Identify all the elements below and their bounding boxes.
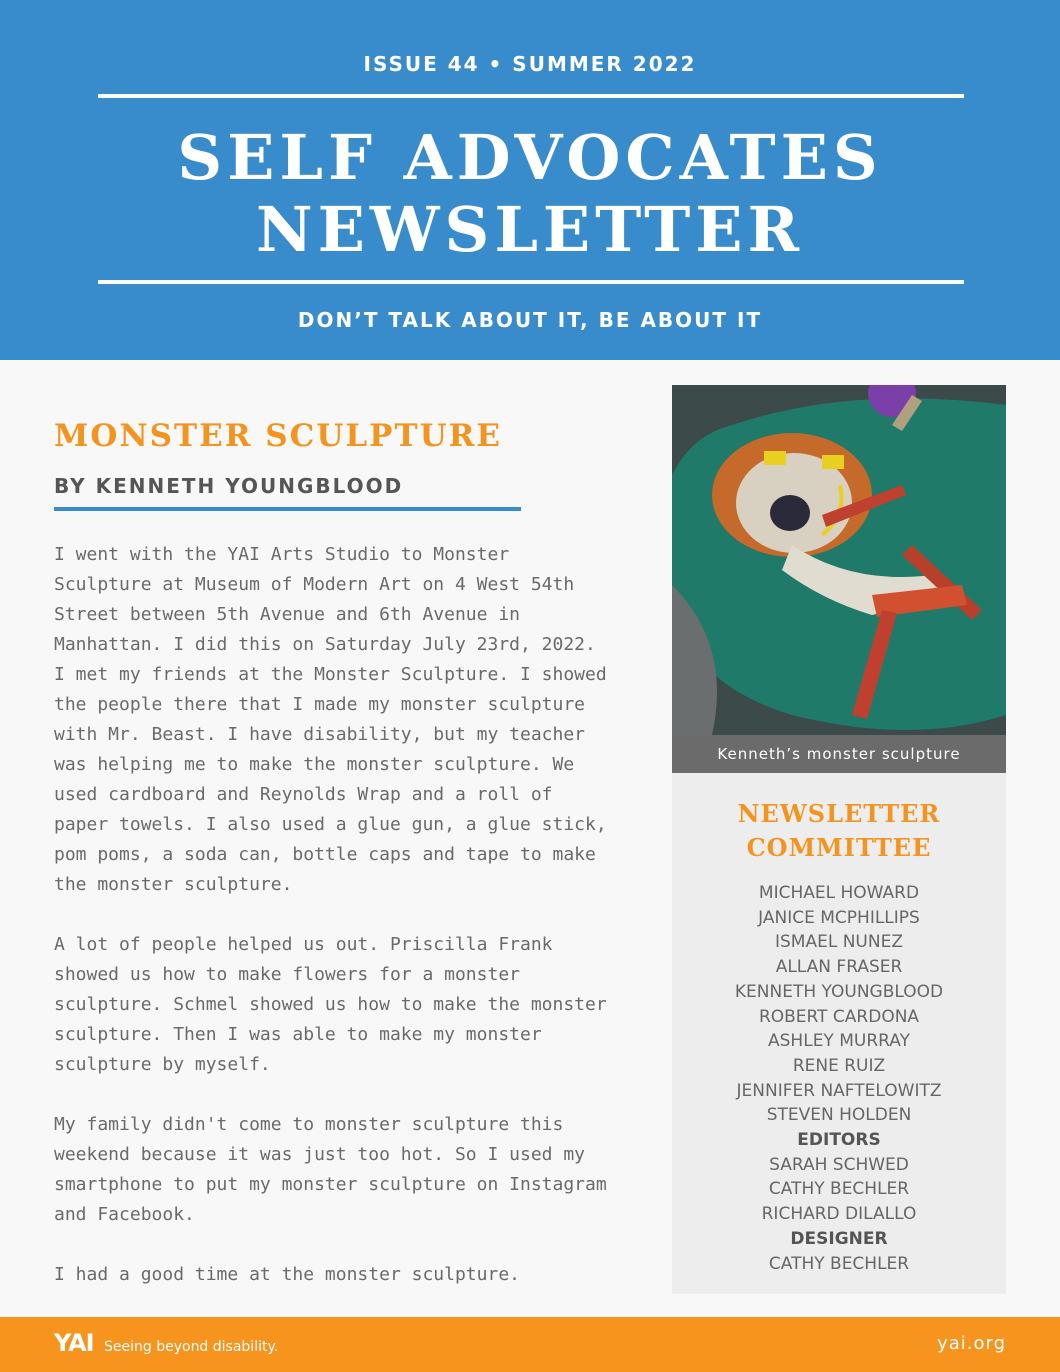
newsletter-header [0,0,1060,360]
article-paragraph-2: A lot of people helped us out. Priscilla Frank showed us how to make flowers for a monster sculpture. Schmel showed us how to make the monster sculpture. Then I was able to make my monster sculpture by myself. [54,934,607,1075]
committee-member: ROBERT CARDONA [758,1006,920,1027]
newsletter-title [0,122,1060,266]
article-body [54,540,614,1320]
committee-title-line-2: COMMITTEE [746,833,932,862]
article-byline: BY KENNETH YOUNGBLOOD [54,474,404,498]
issue-label: ISSUE 44 • SUMMER 2022 [363,52,697,76]
editors-heading: EDITORS [797,1130,881,1151]
photo-caption: Kenneth’s monster sculpture [672,735,1006,773]
article-paragraph-1: I went with the YAI Arts Studio to Monster Sculpture at Museum of Modern Art on 4 West 54th Street between 5th Avenue and 6th Avenue in Manhattan. I did this on Saturday July 23rd, 2022. I met my friends at the Monster Sculpture. I showed the people there that I made my monster sculpture with Mr. Beast. I have disability, but my teacher was helping me to make the monster sculpture. We used cardboard and Reynolds Wrap and a roll of paper towels. I also used a glue gun, a glue stick, pom poms, a soda can, bottle caps and tape to make the monster sculpture. [54,544,607,895]
committee-member: RENE RUIZ [792,1055,886,1076]
committee-member: ISMAEL NUNEZ [775,932,903,953]
title-line-2: NEWSLETTER [255,193,805,266]
article-paragraph-4: I had a good time at the monster sculpture. [54,1264,520,1285]
title-line-1: SELF ADVOCATES [177,121,883,194]
footer-slogan: Seeing beyond disability. [104,1339,279,1355]
committee-member: MICHAEL HOWARD [758,883,920,903]
designer-heading: DESIGNER [790,1228,888,1249]
committee-member: STEVEN HOLDEN [766,1105,912,1126]
editor-name: RICHARD DILALLO [761,1204,917,1225]
committee-member: ASHLEY MURRAY [768,1031,910,1052]
committee-title [672,797,1006,865]
article-title: MONSTER SCULPTURE [54,418,502,454]
editor-name: SARAH SCHWED [769,1154,909,1175]
committee-member: ALLAN FRASER [775,957,903,978]
editor-name: CATHY BECHLER [768,1179,910,1200]
byline-underline [54,507,521,511]
article-paragraph-3: My family didn't come to monster sculpture this weekend because it was just too hot. So I used my smartphone to put my monster sculpture on Instagram and Facebook. [54,1114,607,1225]
committee-list [672,881,1006,1276]
committee-panel [672,773,1006,1294]
tagline: DON’T TALK ABOUT IT, BE ABOUT IT [297,308,763,332]
website-link[interactable]: yai.org [937,1333,1006,1354]
committee-member: KENNETH YOUNGBLOOD [734,981,944,1002]
header-rule-bottom [98,280,964,284]
committee-member: JENNIFER NAFTELOWITZ [736,1080,942,1101]
yai-logo: YAI [54,1329,94,1357]
committee-member: JANICE MCPHILLIPS [758,907,920,928]
designer-name: CATHY BECHLER [768,1253,910,1274]
committee-title-line-1: NEWSLETTER [737,799,941,828]
sculpture-illustration [672,385,1006,735]
page-footer [0,1317,1060,1372]
header-rule-top [98,94,964,98]
monster-sculpture-photo [672,385,1006,735]
